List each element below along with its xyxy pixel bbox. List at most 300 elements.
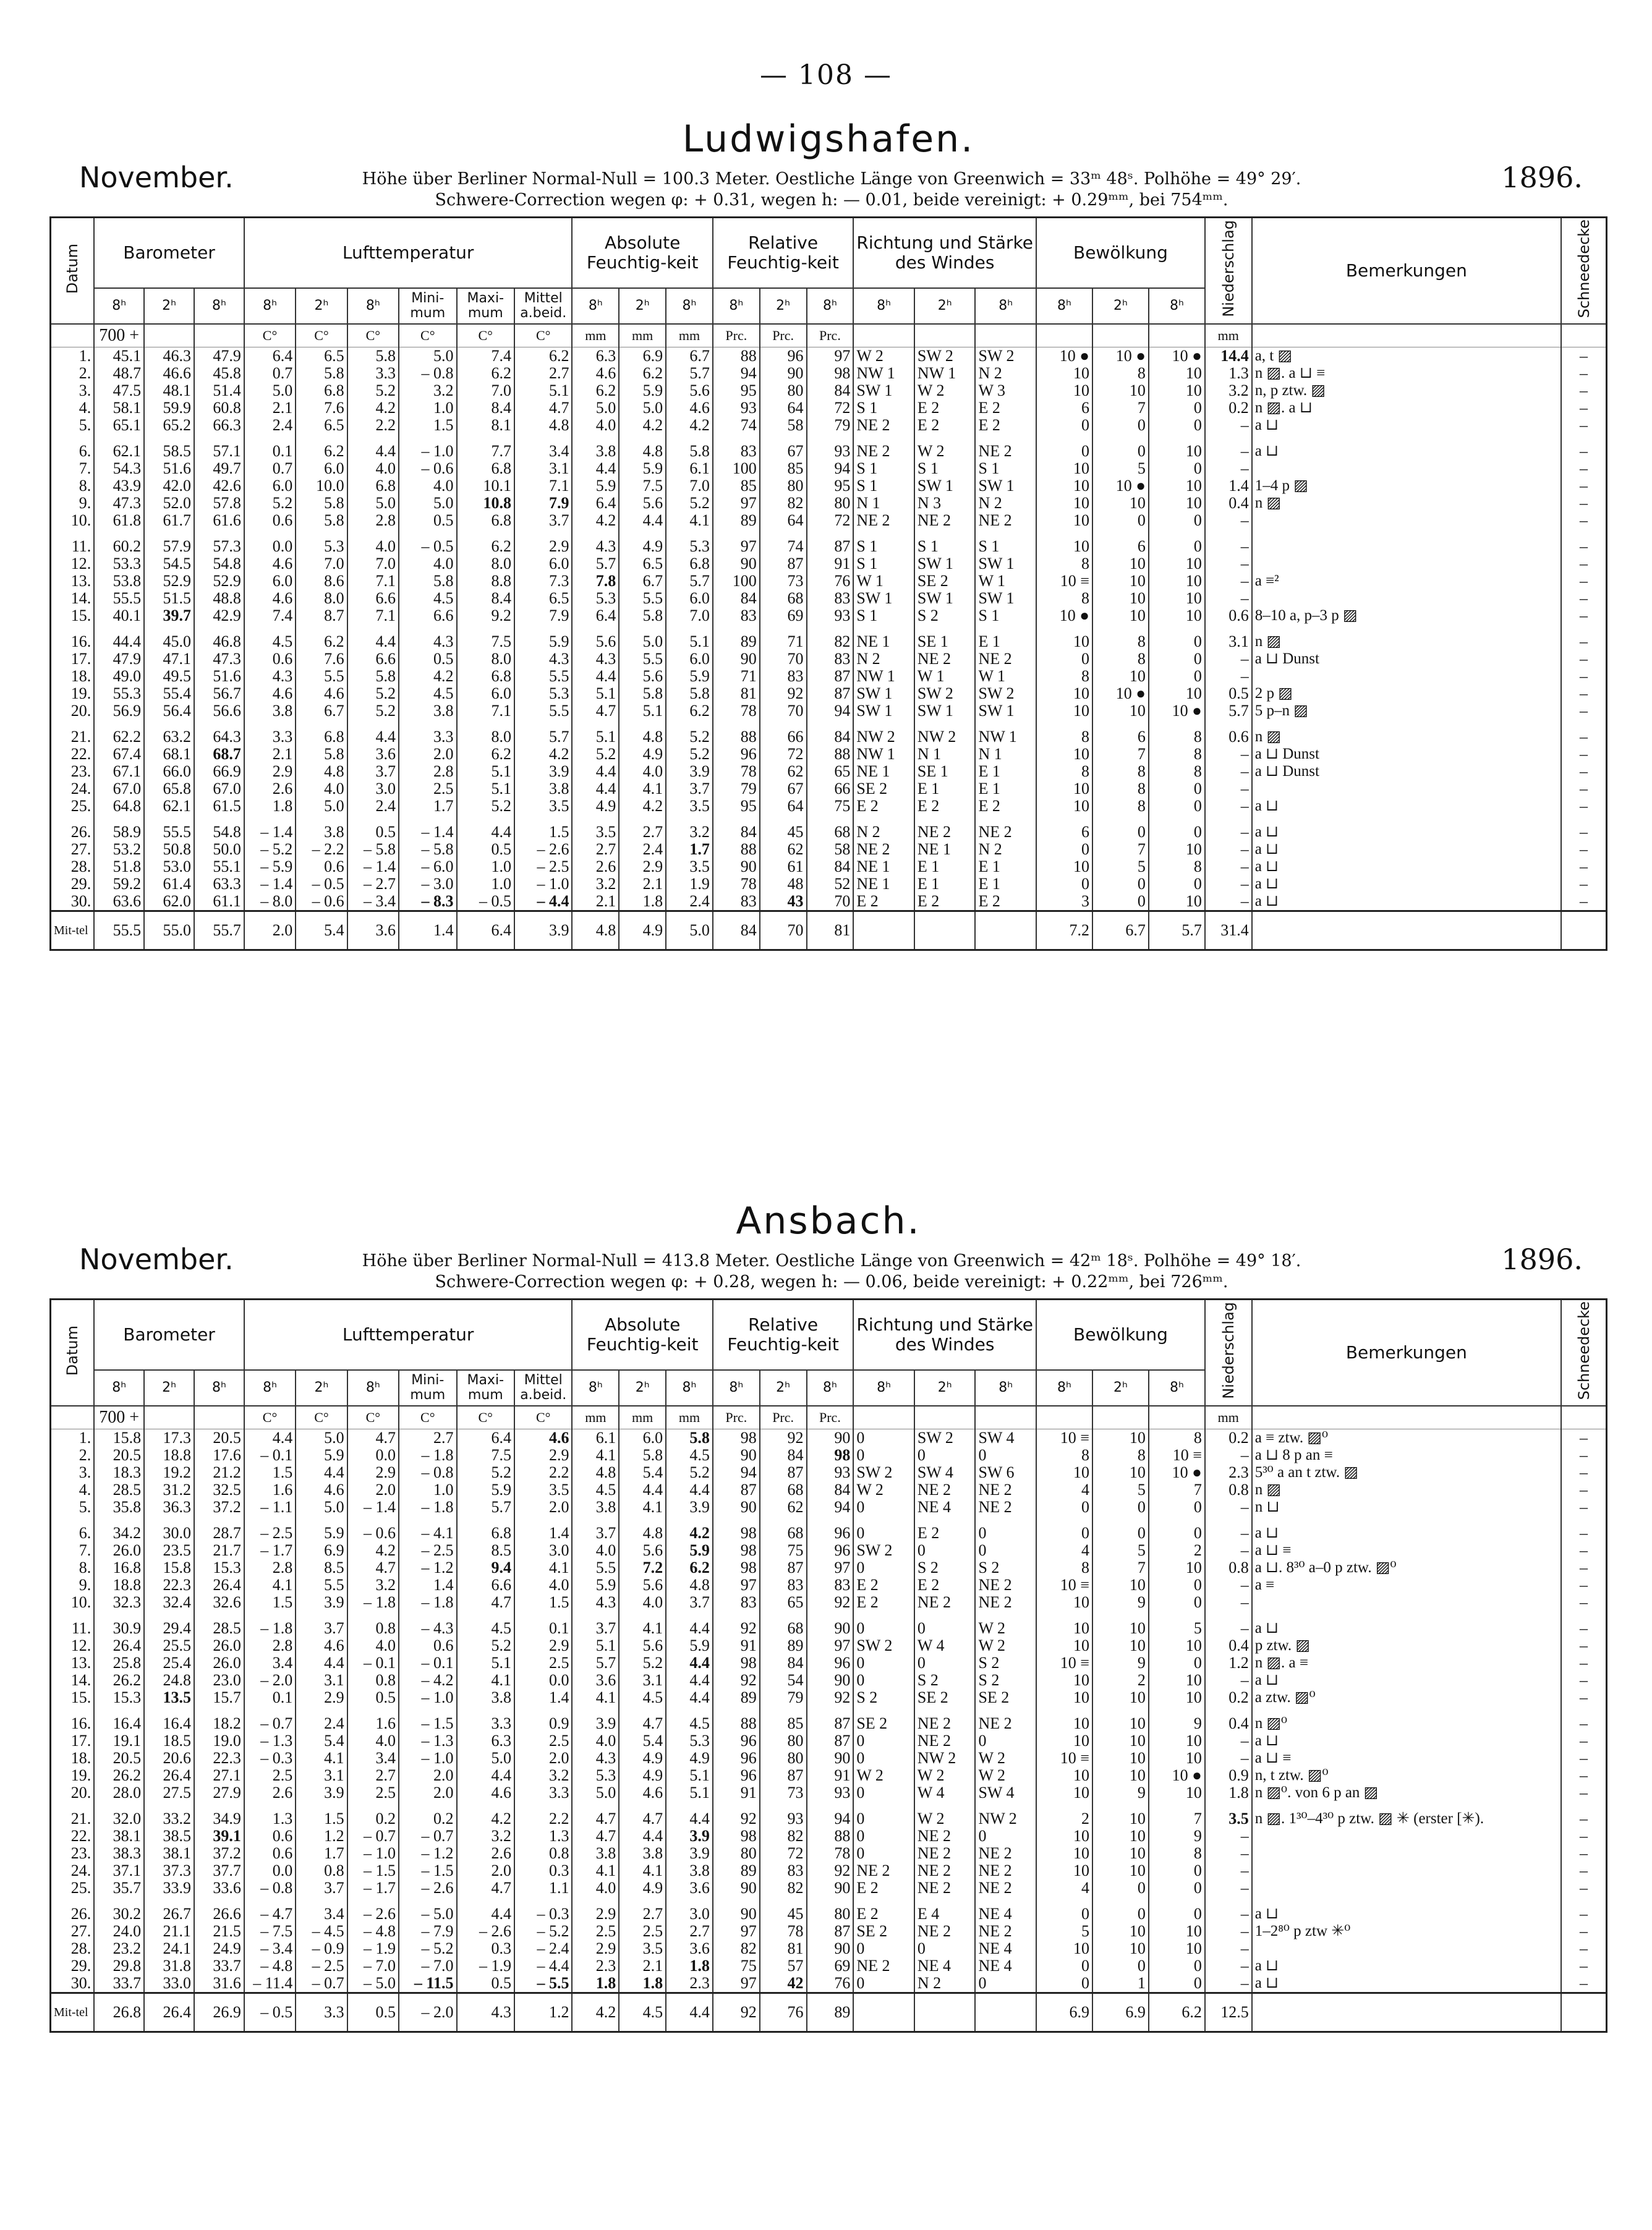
data-cell: – 5.8 [347, 841, 399, 858]
data-cell: 0 [853, 1845, 914, 1862]
data-cell: 0 [1092, 1957, 1149, 1975]
data-cell: NE 2 [853, 512, 914, 529]
data-cell: – 3.4 [244, 1940, 296, 1957]
data-cell: 5.5 [619, 650, 666, 668]
mean-cell: 5.7 [1149, 911, 1205, 950]
data-cell: 46.8 [194, 624, 244, 650]
data-cell: 10 [1092, 1429, 1149, 1447]
data-cell: W 2 [975, 1637, 1036, 1654]
column-header: Schneedecke [1561, 218, 1606, 325]
data-cell: 6.2 [457, 529, 514, 555]
data-cell: 10 ● [1092, 685, 1149, 702]
data-cell: 22.3 [144, 1577, 194, 1594]
data-cell: 0 [914, 1940, 976, 1957]
data-cell: 61.1 [194, 893, 244, 911]
data-cell: 54.8 [194, 555, 244, 572]
data-cell: a ⊔ Dunst [1252, 746, 1561, 763]
data-cell: 93 [760, 1802, 807, 1828]
data-cell: – [1561, 1706, 1606, 1732]
data-cell: 3.9 [296, 1784, 347, 1802]
data-cell: 33.7 [194, 1957, 244, 1975]
data-cell: 72 [760, 746, 807, 763]
data-cell: 5.0 [399, 347, 456, 365]
data-cell: – [1561, 1828, 1606, 1845]
data-cell: 4.4 [619, 512, 666, 529]
data-cell: 5.3 [572, 590, 619, 607]
data-cell: 5 [1149, 1611, 1205, 1637]
data-cell: 6.5 [514, 590, 572, 607]
data-cell: 10 [1149, 495, 1205, 512]
data-cell: 18.8 [94, 1577, 144, 1594]
data-cell: 6.8 [457, 1516, 514, 1542]
data-cell: 5.0 [619, 624, 666, 650]
data-cell: – [1205, 1542, 1252, 1559]
data-cell: 2.2 [514, 1802, 572, 1828]
data-cell [1252, 555, 1561, 572]
date-cell: 13. [51, 572, 95, 590]
data-cell: 74 [713, 417, 760, 434]
data-cell: 66 [807, 780, 854, 798]
data-cell: 0 [1149, 1516, 1205, 1542]
data-cell: – 11.5 [399, 1975, 456, 1993]
data-cell: SE 2 [914, 1689, 976, 1706]
data-cell: 90 [760, 365, 807, 382]
date-cell: 21. [51, 720, 95, 746]
data-cell: 0.1 [514, 1611, 572, 1637]
data-cell: 10 [1092, 1706, 1149, 1732]
data-cell: 1.0 [457, 858, 514, 875]
data-cell: 4.5 [399, 590, 456, 607]
mean-cell [1252, 911, 1561, 950]
data-cell: 25.5 [144, 1637, 194, 1654]
data-cell: NW 1 [853, 668, 914, 685]
data-cell: 8.1 [457, 417, 514, 434]
data-cell: n, t ztw. ▨⁰ [1252, 1767, 1561, 1784]
data-cell: 4.0 [619, 1594, 666, 1611]
data-cell: – [1561, 495, 1606, 512]
data-cell: – [1205, 1594, 1252, 1611]
data-cell: 0 [975, 1542, 1036, 1559]
data-cell: 10 [1036, 382, 1092, 399]
data-cell: 8 [1036, 763, 1092, 780]
data-cell: 46.3 [144, 347, 194, 365]
data-cell: 15.7 [194, 1689, 244, 1706]
data-cell: 0.3 [457, 1940, 514, 1957]
data-cell: 4.2 [347, 1542, 399, 1559]
data-cell: 23.5 [144, 1542, 194, 1559]
data-cell: 27.9 [194, 1784, 244, 1802]
data-cell: 94 [807, 702, 854, 720]
data-cell: S 1 [975, 529, 1036, 555]
data-cell: 4.4 [457, 1767, 514, 1784]
data-cell: 4.6 [244, 555, 296, 572]
data-cell: NE 2 [914, 1481, 976, 1499]
data-cell: 53.0 [144, 858, 194, 875]
data-cell: 5.2 [347, 702, 399, 720]
data-cell: 4.0 [347, 529, 399, 555]
data-cell: 0.8 [347, 1672, 399, 1689]
data-cell: – [1205, 512, 1252, 529]
data-cell: – [1561, 1499, 1606, 1516]
data-cell: 0 [853, 1750, 914, 1767]
data-cell: – 6.0 [399, 858, 456, 875]
data-cell: 84 [760, 1447, 807, 1464]
data-cell: a ⊔ [1252, 1611, 1561, 1637]
data-cell: 76 [807, 1975, 854, 1993]
data-cell: 8 [1036, 1447, 1092, 1464]
data-cell: 83 [807, 590, 854, 607]
data-cell: 2.9 [514, 529, 572, 555]
data-cell: 0 [1149, 1499, 1205, 1516]
data-cell: 1.3 [244, 1802, 296, 1828]
data-cell: 1.3 [514, 1828, 572, 1845]
data-cell: – [1561, 1689, 1606, 1706]
data-cell: 2.0 [514, 1499, 572, 1516]
data-cell: 8–10 a, p–3 p ▨ [1252, 607, 1561, 624]
data-cell: 10 [1036, 1845, 1092, 1862]
data-cell: 5.2 [666, 495, 713, 512]
data-cell: 3.6 [666, 1879, 713, 1897]
data-cell: E 2 [914, 417, 976, 434]
table-row [51, 1862, 1607, 1879]
data-cell: 26.0 [94, 1542, 144, 1559]
data-cell: S 2 [975, 1654, 1036, 1672]
data-cell: 1.8 [619, 893, 666, 911]
data-cell: 82 [760, 495, 807, 512]
data-cell: 2.4 [666, 893, 713, 911]
table-row [51, 1750, 1607, 1767]
data-cell: – 1.3 [399, 1732, 456, 1750]
data-cell: 26.0 [194, 1654, 244, 1672]
table-row [51, 555, 1607, 572]
data-cell: – 1.5 [347, 1862, 399, 1879]
data-cell: – [1561, 1637, 1606, 1654]
data-cell: 5 [1036, 1923, 1092, 1940]
data-cell: 6.0 [244, 572, 296, 590]
table-row [51, 1637, 1607, 1654]
data-cell: 10 ≡ [1036, 1577, 1092, 1594]
data-cell: 40.1 [94, 607, 144, 624]
data-cell: 8 [1036, 1559, 1092, 1577]
data-cell: 67.4 [94, 746, 144, 763]
data-cell: – [1561, 1577, 1606, 1594]
data-cell: 3.4 [244, 1654, 296, 1672]
table-row [51, 1828, 1607, 1845]
table-row [51, 841, 1607, 858]
data-cell: 56.4 [144, 702, 194, 720]
data-cell: 5.1 [572, 1637, 619, 1654]
column-subheader: 8ʰ [807, 288, 854, 324]
data-cell: 5.8 [619, 1447, 666, 1464]
data-cell: 0 [1092, 1879, 1149, 1897]
unit-cell: 700 + [94, 324, 144, 347]
table-row [51, 434, 1607, 460]
data-cell: 98 [807, 1447, 854, 1464]
data-cell: 83 [713, 434, 760, 460]
data-cell: – 0.6 [399, 460, 456, 477]
data-cell: SW 4 [914, 1464, 976, 1481]
column-subheader: 2ʰ [760, 288, 807, 324]
table-row [51, 893, 1607, 911]
data-cell: – [1561, 893, 1606, 911]
data-cell: – [1561, 1481, 1606, 1499]
data-cell: 66.9 [194, 763, 244, 780]
date-cell: 2. [51, 1447, 95, 1464]
data-cell: 4.0 [619, 763, 666, 780]
data-cell: 0.4 [1205, 495, 1252, 512]
data-cell: SW 2 [975, 685, 1036, 702]
data-cell: NE 2 [975, 815, 1036, 841]
data-cell: 90 [713, 1447, 760, 1464]
data-cell: 82 [760, 1828, 807, 1845]
unit-cell: C° [244, 1406, 296, 1429]
data-cell: 48.7 [94, 365, 144, 382]
column-header: Relative Feuchtig-keit [713, 218, 853, 289]
data-cell: 4.2 [572, 512, 619, 529]
data-cell: 7.9 [514, 607, 572, 624]
data-cell: 16.4 [94, 1706, 144, 1732]
data-cell: 1.9 [666, 875, 713, 893]
data-cell: W 1 [975, 668, 1036, 685]
column-subheader: Maxi-mum [457, 1370, 514, 1406]
unit-cell [1561, 324, 1606, 347]
data-cell: – [1205, 417, 1252, 434]
data-cell: 10 [1092, 1767, 1149, 1784]
data-cell: 32.0 [94, 1802, 144, 1828]
data-cell: 10 [1092, 702, 1149, 720]
mean-label: Mit-tel [51, 911, 95, 950]
data-cell [1252, 1828, 1561, 1845]
data-cell: 67.0 [94, 780, 144, 798]
data-cell: 35.8 [94, 1499, 144, 1516]
data-cell: 79 [713, 780, 760, 798]
data-cell: NE 2 [914, 1732, 976, 1750]
data-cell: 1.7 [296, 1845, 347, 1862]
data-cell: 6.1 [572, 1429, 619, 1447]
unit-cell: C° [296, 324, 347, 347]
mean-cell: 26.4 [144, 1993, 194, 2032]
mean-cell: 3.9 [514, 911, 572, 950]
data-cell: 57.3 [194, 529, 244, 555]
data-cell: – [1205, 893, 1252, 911]
data-cell: 4.1 [619, 1499, 666, 1516]
data-cell: 48.1 [144, 382, 194, 399]
data-cell: 7.4 [457, 347, 514, 365]
data-cell: 8 [1149, 720, 1205, 746]
data-cell: 0.8 [296, 1862, 347, 1879]
data-cell: 39.1 [194, 1828, 244, 1845]
data-cell: 2.9 [514, 1447, 572, 1464]
data-cell: 21.5 [194, 1923, 244, 1940]
data-cell: – [1561, 1845, 1606, 1862]
data-cell: a ⊔ ≡ [1252, 1750, 1561, 1767]
data-cell: 68 [760, 590, 807, 607]
data-cell: 47.3 [94, 495, 144, 512]
data-cell: 5.2 [347, 382, 399, 399]
data-cell: – [1561, 624, 1606, 650]
data-cell: E 2 [914, 1577, 976, 1594]
data-cell: 21.1 [144, 1923, 194, 1940]
data-cell: 3.8 [619, 1845, 666, 1862]
data-cell: 5.1 [572, 685, 619, 702]
data-cell: 4.8 [619, 720, 666, 746]
data-cell: NW 1 [853, 746, 914, 763]
column-header: Bewölkung [1036, 218, 1205, 289]
data-cell: 5.9 [666, 1637, 713, 1654]
data-cell: N 2 [975, 495, 1036, 512]
mean-cell [975, 911, 1036, 950]
data-cell: 10 [1036, 858, 1092, 875]
data-cell: – [1561, 434, 1606, 460]
data-cell: 6.0 [296, 460, 347, 477]
data-cell: 78 [713, 763, 760, 780]
data-cell: 4.0 [399, 555, 456, 572]
data-cell: NE 2 [975, 1862, 1036, 1879]
data-cell: 85 [760, 1706, 807, 1732]
data-cell: – 1.0 [514, 875, 572, 893]
data-cell: 52.0 [144, 495, 194, 512]
data-cell: 3.1 [296, 1767, 347, 1784]
data-cell: – 1.0 [347, 1845, 399, 1862]
station-1 [49, 1199, 1607, 2033]
data-cell: 3.7 [296, 1879, 347, 1897]
data-cell: 0 [853, 1516, 914, 1542]
data-cell: 93 [807, 1464, 854, 1481]
data-cell: 46.6 [144, 365, 194, 382]
data-cell: 33.9 [144, 1879, 194, 1897]
data-cell: 8 [1149, 1845, 1205, 1862]
table-row [51, 1732, 1607, 1750]
data-cell: 2.9 [572, 1940, 619, 1957]
data-cell: 0.2 [399, 1802, 456, 1828]
data-cell: 8 [1036, 555, 1092, 572]
date-cell: 11. [51, 1611, 95, 1637]
data-cell: 10 [1036, 477, 1092, 495]
data-cell: 4.5 [457, 1611, 514, 1637]
data-cell: – 4.8 [244, 1957, 296, 1975]
date-cell: 29. [51, 1957, 95, 1975]
data-cell: 5.2 [347, 685, 399, 702]
data-cell: 28.5 [94, 1481, 144, 1499]
data-cell: 10 [1092, 1845, 1149, 1862]
data-cell: 5.5 [514, 702, 572, 720]
station-meta-line-1: Höhe über Berliner Normal-Null = 413.8 Meter. Oestliche Länge von Greenwich = 42ᵐ 18ˢ. Polhöhe = 49° 18′. [362, 1251, 1301, 1270]
data-cell: 6 [1036, 815, 1092, 841]
data-cell: 84 [760, 1654, 807, 1672]
data-cell: 6.5 [296, 417, 347, 434]
data-cell: 71 [713, 668, 760, 685]
data-cell: – [1561, 668, 1606, 685]
data-cell: – 2.2 [296, 841, 347, 858]
mean-cell: 55.7 [194, 911, 244, 950]
data-cell: 5.1 [619, 702, 666, 720]
data-cell: 68.1 [144, 746, 194, 763]
data-cell: 90 [713, 555, 760, 572]
data-cell: 0.5 [347, 815, 399, 841]
mean-cell [914, 911, 976, 950]
data-cell [1252, 1940, 1561, 1957]
data-cell: 1.7 [666, 841, 713, 858]
data-cell: 2.0 [514, 1750, 572, 1767]
data-cell: 10 [1092, 1732, 1149, 1750]
data-cell: 37.2 [194, 1845, 244, 1862]
data-cell: 81 [760, 1940, 807, 1957]
data-cell: 5.0 [296, 1429, 347, 1447]
data-cell: 5.9 [666, 668, 713, 685]
data-cell: 89 [760, 1637, 807, 1654]
data-cell: – [1561, 650, 1606, 668]
data-cell: 26.0 [194, 1637, 244, 1654]
column-subheader: 8ʰ [347, 1370, 399, 1406]
column-subheader: 8ʰ [975, 1370, 1036, 1406]
data-cell: 87 [807, 685, 854, 702]
data-cell: 92 [760, 1429, 807, 1447]
data-cell: 88 [807, 746, 854, 763]
mean-cell: 12.5 [1205, 1993, 1252, 2032]
data-cell: 4.4 [666, 1672, 713, 1689]
mean-cell: – 2.0 [399, 1993, 456, 2032]
data-cell: n ▨ [1252, 495, 1561, 512]
data-cell: 0.7 [244, 365, 296, 382]
data-cell: E 1 [914, 875, 976, 893]
data-cell: 4.9 [666, 1750, 713, 1767]
data-cell: SE 1 [914, 624, 976, 650]
data-cell: 1.4 [514, 1689, 572, 1706]
data-cell: 10 [1149, 1923, 1205, 1940]
data-cell: 2.7 [619, 815, 666, 841]
data-cell: 97 [713, 495, 760, 512]
mean-cell: 4.9 [619, 911, 666, 950]
data-cell: a ⊔ [1252, 815, 1561, 841]
data-cell: – 0.7 [347, 1828, 399, 1845]
column-subheader: 8ʰ [807, 1370, 854, 1406]
data-cell: 10 [1036, 1594, 1092, 1611]
data-cell: 78 [713, 875, 760, 893]
station-header [49, 161, 1607, 216]
data-cell: 84 [807, 858, 854, 875]
column-subheader: 8ʰ [1149, 288, 1205, 324]
data-cell: – [1205, 1897, 1252, 1923]
data-cell: 0 [1092, 1499, 1149, 1516]
date-cell: 23. [51, 763, 95, 780]
data-cell: 8.0 [457, 555, 514, 572]
date-cell: 6. [51, 1516, 95, 1542]
mean-cell: 6.7 [1092, 911, 1149, 950]
data-cell: SW 2 [914, 1429, 976, 1447]
table-row [51, 1940, 1607, 1957]
data-cell: 96 [713, 746, 760, 763]
data-cell: 0 [1149, 798, 1205, 815]
data-cell: 87 [807, 1923, 854, 1940]
data-cell: 32.5 [194, 1481, 244, 1499]
data-cell: 5.5 [572, 1559, 619, 1577]
data-cell: 33.0 [144, 1975, 194, 1993]
data-cell: 2.1 [619, 875, 666, 893]
data-cell: 0 [914, 1654, 976, 1672]
data-cell: 80 [760, 382, 807, 399]
data-cell: – [1205, 1923, 1252, 1940]
data-cell: – [1205, 1516, 1252, 1542]
data-cell: 2.5 [514, 1732, 572, 1750]
data-cell: 4.4 [619, 1828, 666, 1845]
data-cell: 45.1 [94, 347, 144, 365]
data-cell: – 1.4 [347, 1499, 399, 1516]
data-cell: NE 2 [914, 1879, 976, 1897]
data-cell: SW 1 [853, 590, 914, 607]
data-cell: 3.8 [244, 702, 296, 720]
data-cell: 5 p–n ▨ [1252, 702, 1561, 720]
data-cell: 1.8 [666, 1957, 713, 1975]
